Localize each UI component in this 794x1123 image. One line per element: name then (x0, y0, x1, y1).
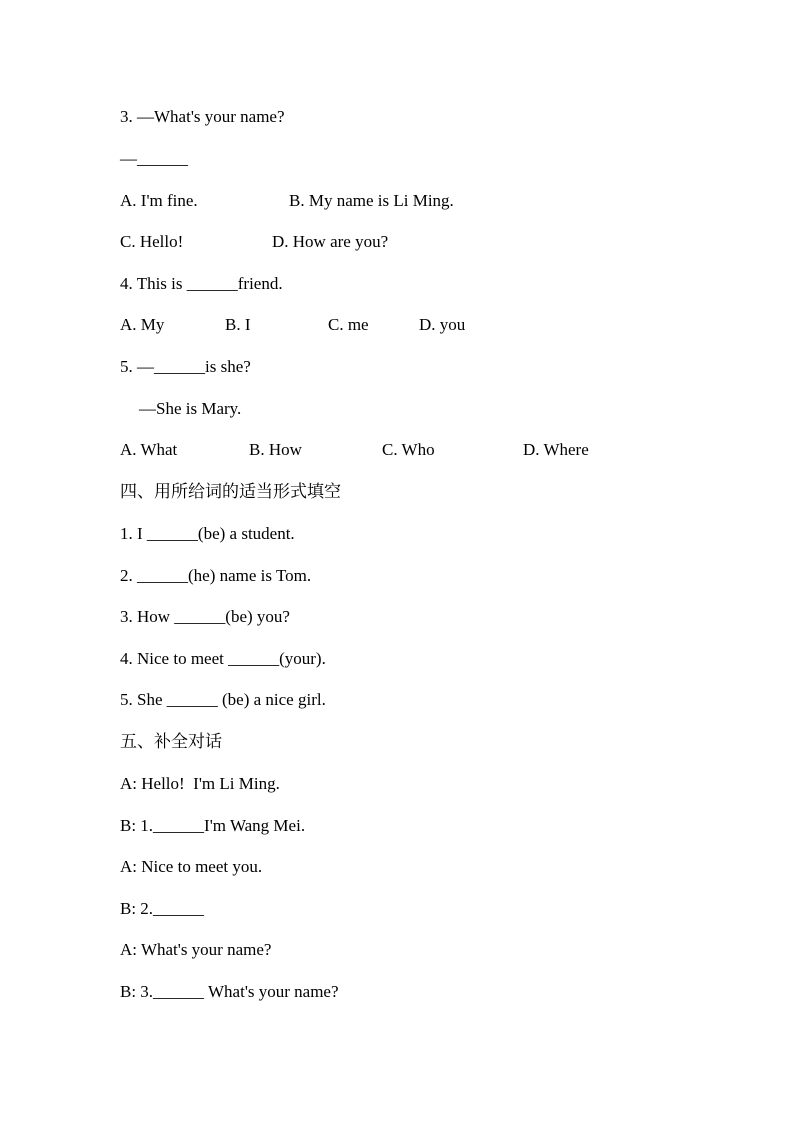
dialogue-line-5: A: What's your name? (120, 940, 272, 959)
question-5-option-a: A. What (120, 440, 178, 459)
question-5-option-d: D. Where (523, 440, 589, 459)
question-3-option-a: A. I'm fine. (120, 191, 198, 210)
question-4-option-b: B. I (225, 315, 251, 334)
question-5-reply: —She is Mary. (139, 399, 242, 418)
dialogue-line-3: A: Nice to meet you. (120, 857, 263, 876)
question-3-option-b: B. My name is Li Ming. (289, 191, 454, 210)
question-4: 4. This is ______friend. (120, 274, 283, 293)
question-4-option-d: D. you (419, 315, 466, 334)
section-4-item-2: 2. ______(he) name is Tom. (120, 566, 312, 585)
section-5-heading: 五、补全对话 (120, 732, 222, 752)
dialogue-line-4: B: 2.______ (120, 899, 205, 918)
dialogue-line-2: B: 1.______I'm Wang Mei. (120, 816, 306, 835)
question-3: 3. —What's your name? (120, 107, 285, 126)
question-5-option-c: C. Who (382, 440, 435, 459)
question-3-answer-blank: —______ (120, 149, 188, 168)
question-3-option-d: D. How are you? (272, 232, 389, 251)
question-3-option-c: C. Hello! (120, 232, 184, 251)
question-4-option-c: C. me (328, 315, 369, 334)
question-4-option-a: A. My (120, 315, 165, 334)
question-5-option-b: B. How (249, 440, 302, 459)
section-4-item-4: 4. Nice to meet ______(your). (120, 649, 326, 668)
section-4-item-3: 3. How ______(be) you? (120, 607, 290, 626)
section-4-item-1: 1. I ______(be) a student. (120, 524, 295, 543)
dialogue-line-1: A: Hello! I'm Li Ming. (120, 774, 280, 793)
section-4-item-5: 5. She ______ (be) a nice girl. (120, 690, 326, 709)
section-4-heading: 四、用所给词的适当形式填空 (120, 482, 341, 502)
dialogue-line-6: B: 3.______ What's your name? (120, 982, 339, 1001)
question-5: 5. —______is she? (120, 357, 251, 376)
